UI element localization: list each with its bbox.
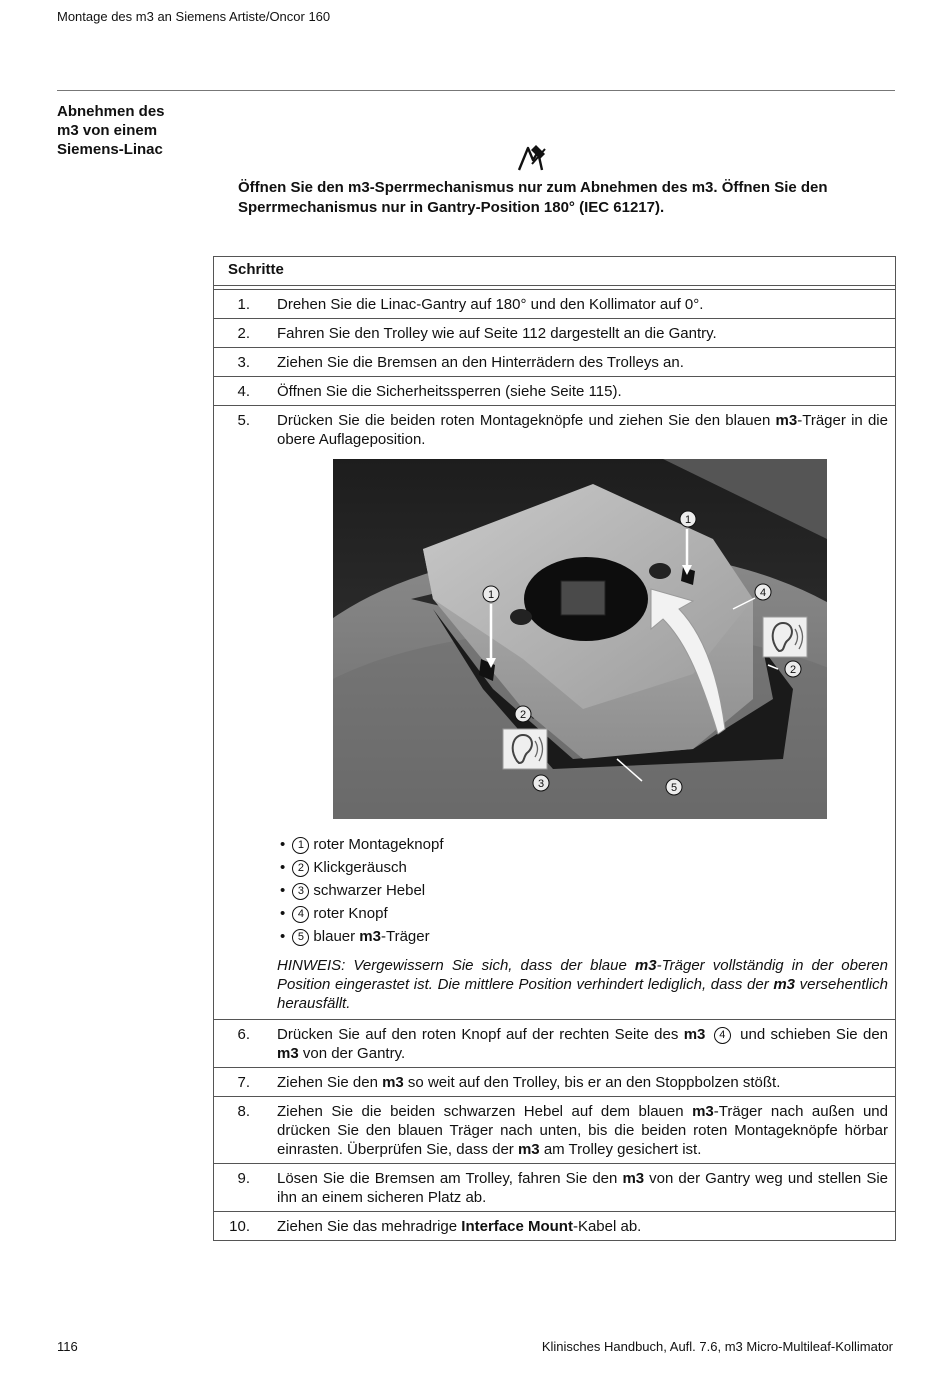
- step-text: Drücken Sie auf den roten Knopf auf der rechten Seite des: [277, 1026, 684, 1043]
- figure-callout: 2: [519, 709, 527, 721]
- legend-label: Klickgeräusch: [313, 859, 407, 876]
- step-text: so weit auf den Trolley, bis er an den Stoppbolzen stößt.: [403, 1074, 781, 1091]
- note-text: HINWEIS: Vergewissern Sie sich, dass der blaue: [277, 957, 635, 974]
- step-text: Drehen Sie die Linac-Gantry auf 180° und den Kollimator auf 0°.: [277, 296, 704, 313]
- step-content: [277, 1073, 888, 1092]
- step-content: [277, 411, 888, 1015]
- step-text: Ziehen Sie das mehradrige: [277, 1218, 462, 1235]
- step-content: [277, 1169, 888, 1207]
- legend-label: roter Knopf: [313, 905, 388, 922]
- steps-table: [213, 256, 896, 1241]
- figure-callout: 1: [487, 589, 495, 601]
- note-text: -Träger vollständig in der oberen Position eingerastet ist. Die mittlere Position verhindert lediglich, dass der: [277, 957, 888, 993]
- product-name: m3: [622, 1170, 645, 1187]
- step-number: 2.: [237, 325, 250, 342]
- footer-title: Klinisches Handbuch, Aufl. 7.6, m3 Micro-Multileaf-Kollimator: [541, 1339, 893, 1354]
- step-content: [277, 1102, 888, 1159]
- warning-text: Öffnen Sie den m3-Sperrmechanismus nur zum Abnehmen des m3. Öffnen Sie den Sperrmechanismus nur in Gantry-Position 180° (IEC 61217).: [238, 179, 828, 216]
- legend-label: blauer: [313, 928, 360, 945]
- step-number: 7.: [237, 1074, 250, 1091]
- cable-name: Interface Mount: [461, 1218, 573, 1235]
- header-divider: [57, 90, 895, 91]
- note-hand-icon: [516, 140, 550, 174]
- product-name: m3: [775, 412, 798, 429]
- legend-number: 5: [292, 929, 309, 946]
- legend-item: • 4 roter Knopf: [280, 905, 388, 922]
- table-row: [214, 290, 895, 319]
- step-number: 8.: [237, 1103, 250, 1120]
- table-row: [214, 1164, 895, 1212]
- step-text: -Träger in die obere Auflageposition.: [277, 412, 888, 448]
- step-number: 9.: [237, 1170, 250, 1187]
- step-text: von der Gantry.: [298, 1045, 406, 1062]
- step-content: [277, 1217, 888, 1236]
- product-name: m3: [634, 957, 657, 974]
- table-row: [214, 1212, 895, 1240]
- table-row: [214, 406, 895, 1020]
- product-name: m3: [359, 928, 381, 945]
- legend-number: 4: [292, 906, 309, 923]
- step-text: am Trolley gesichert ist.: [539, 1141, 702, 1158]
- section-title: Abnehmen des m3 von einem Siemens-Linac: [57, 103, 165, 158]
- legend-item: • 1 roter Montageknopf: [280, 836, 444, 853]
- legend-number: 3: [292, 883, 309, 900]
- step-text: und schieben Sie den: [734, 1026, 889, 1043]
- figure-callout: 3: [537, 778, 545, 790]
- table-header: Schritte: [214, 257, 895, 286]
- legend-number: 1: [292, 837, 309, 854]
- step-text: Ziehen Sie den: [277, 1074, 383, 1091]
- table-row: [214, 1097, 895, 1164]
- table-row: [214, 319, 895, 348]
- m3-mount-illustration: [333, 459, 827, 819]
- step-text: Fahren Sie den Trolley wie auf Seite 112 dargestellt an die Gantry.: [277, 325, 717, 342]
- table-row: [214, 1068, 895, 1097]
- step-text: -Träger nach außen und drücken Sie den blauen Träger nach unten, bis die beiden roten Montageknöpfe hörbar einrasten. Überprüfen Sie, dass der: [277, 1103, 888, 1158]
- figure-callout: 5: [670, 782, 678, 794]
- step-text: von der Gantry weg und stellen Sie ihn an einem sicheren Platz ab.: [277, 1170, 889, 1206]
- step-text: -Kabel ab.: [572, 1218, 642, 1235]
- step-text: Drücken Sie die beiden roten Montageknöpfe und ziehen Sie den blauen: [277, 412, 776, 429]
- legend-item: • 2 Klickgeräusch: [280, 859, 407, 876]
- figure-callout: 2: [789, 664, 797, 676]
- legend-item: • 3 schwarzer Hebel: [280, 882, 426, 899]
- figure-callout: 4: [759, 587, 767, 599]
- legend-item: • 5 blauer m3-Träger: [280, 928, 430, 945]
- callout-number: 4: [714, 1027, 731, 1044]
- table-row: [214, 348, 895, 377]
- step-number: 3.: [237, 354, 250, 371]
- m3-mount-figure: [333, 459, 827, 819]
- step-number: 1.: [237, 296, 250, 313]
- step-number: 4.: [237, 383, 250, 400]
- step-number: 6.: [237, 1026, 250, 1043]
- figure-callout: 1: [684, 514, 692, 526]
- table-row: [214, 377, 895, 406]
- product-name: m3: [683, 1026, 706, 1043]
- legend-label: -Träger: [380, 928, 430, 945]
- step-text: Öffnen Sie die Sicherheitssperren (siehe Seite 115).: [277, 383, 622, 400]
- product-name: m3: [277, 1045, 299, 1062]
- product-name: m3: [692, 1103, 714, 1120]
- legend-label: roter Montageknopf: [313, 836, 444, 853]
- step-text: Ziehen Sie die Bremsen an den Hinterrädern des Trolleys an.: [277, 354, 684, 371]
- page-number: 116: [57, 1339, 78, 1354]
- table-row: [214, 1020, 895, 1068]
- product-name: m3: [382, 1074, 404, 1091]
- product-name: m3: [517, 1141, 540, 1158]
- note-paragraph: [277, 956, 888, 1013]
- product-name: m3: [773, 976, 795, 993]
- step-content: [277, 1025, 888, 1063]
- step-number: 5.: [237, 412, 250, 429]
- figure-legend: [280, 833, 888, 948]
- legend-label: schwarzer Hebel: [313, 882, 426, 899]
- step-text: Lösen Sie die Bremsen am Trolley, fahren Sie den: [277, 1170, 623, 1187]
- legend-number: 2: [292, 860, 309, 877]
- running-header: Montage des m3 an Siemens Artiste/Oncor 160: [57, 9, 331, 24]
- step-number: 10.: [229, 1218, 250, 1235]
- note-text: versehentlich herausfällt.: [277, 976, 888, 1012]
- step-text: Ziehen Sie die beiden schwarzen Hebel auf dem blauen: [277, 1103, 693, 1120]
